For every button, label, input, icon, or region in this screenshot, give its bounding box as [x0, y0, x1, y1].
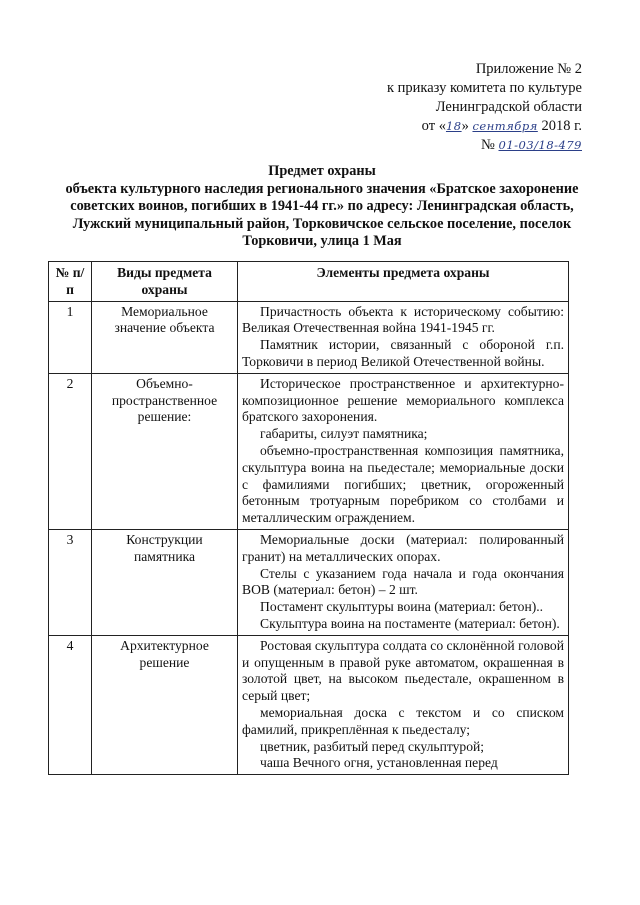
table-row: [49, 373, 569, 529]
element-text: объемно-пространственная композиция памятника, скульптура воина на пьедестале; мемориальные доски с фамилиями погибших; цветник, огороженный бетонным тротуарным поребриком со столбами и металлическим ограждением.: [242, 442, 564, 526]
row-type: Мемориальное значение объекта: [92, 301, 238, 373]
element-text: Мемориальные доски (материал: полированный гранит) на металлических опорах.: [242, 531, 564, 564]
annex-title: Приложение № 2: [475, 61, 582, 77]
row-type: Конструкции памятника: [92, 529, 238, 635]
row-elements: [238, 301, 569, 373]
date-year: 2018 г.: [541, 118, 582, 134]
title-line-4: Лужский муниципальный район, Торковичское сельское поселение, поселок: [72, 215, 572, 232]
element-text: мемориальная доска с текстом и со списком фамилий, прикреплённая к пьедесталу;: [242, 704, 564, 737]
annex-region: Ленинградской области: [435, 99, 582, 115]
date-day-handwritten: 18: [445, 119, 462, 133]
row-number: 3: [49, 529, 92, 635]
element-text: Стелы с указанием года начала и года окончания ВОВ (материал: бетон) – 2 шт.: [242, 565, 564, 598]
header-number: № п/п: [49, 262, 92, 302]
title-line-1: Предмет охраны: [268, 163, 376, 179]
date-month-handwritten: сентября: [472, 119, 538, 133]
header-elements: Элементы предмета охраны: [238, 262, 569, 302]
row-number: 4: [49, 635, 92, 774]
row-number: 2: [49, 373, 92, 529]
protection-table: [48, 261, 569, 775]
date-prefix: от «: [421, 118, 446, 134]
element-text: Ростовая скульптура солдата со склонённой головой и опущенным в правой руке автоматом, окрашенная в золотой цвет, на высоком пьедестале, окрашенном в серый цвет;: [242, 637, 564, 704]
table-row: [49, 635, 569, 774]
table-row: [49, 529, 569, 635]
element-text: Скульптура воина на постаменте (материал: бетон).: [260, 615, 560, 631]
document-title: [48, 163, 596, 251]
element-text: цветник, разбитый перед скульптурой;: [260, 738, 485, 754]
title-line-5: Торковичи, улица 1 Мая: [242, 233, 402, 249]
annex-header: [387, 60, 582, 155]
row-elements: [238, 373, 569, 529]
number-prefix: №: [481, 137, 495, 153]
title-line-3: советских воинов, погибших в 1941-44 гг.» по адресу: Ленинградская область,: [70, 198, 574, 214]
element-text: Причастность объекта к историческому событию: Великая Отечественная война 1941-1945 гг.: [242, 303, 564, 336]
title-line-2: объекта культурного наследия регионального значения «Братское захоронение: [65, 180, 579, 197]
row-elements: [238, 635, 569, 774]
table-header-row: [49, 262, 569, 302]
element-text: чаша Вечного огня, установленная перед: [260, 755, 498, 771]
row-number: 1: [49, 301, 92, 373]
header-type: Виды предмета охраны: [92, 262, 238, 302]
row-type: Объемно-пространственное решение:: [92, 373, 238, 529]
element-text: габариты, силуэт памятника;: [260, 426, 428, 442]
row-elements: [238, 529, 569, 635]
table-row: [49, 301, 569, 373]
number-handwritten: 01-03/18-479: [498, 138, 582, 152]
date-mid: »: [461, 118, 469, 134]
annex-order-ref: к приказу комитета по культуре: [386, 80, 582, 96]
row-type: Архитектурное решение: [92, 635, 238, 774]
element-text: Постамент скульптуры воина (материал: бетон)..: [260, 599, 544, 615]
annex-number: [387, 136, 582, 155]
element-text: Историческое пространственное и архитектурно-композиционное решение мемориального комплекса братского захоронения.: [242, 375, 564, 425]
element-text: Памятник истории, связанный с обороной г.п. Торковичи в период Великой Отечественной войны.: [242, 337, 564, 369]
annex-date: [387, 117, 582, 136]
